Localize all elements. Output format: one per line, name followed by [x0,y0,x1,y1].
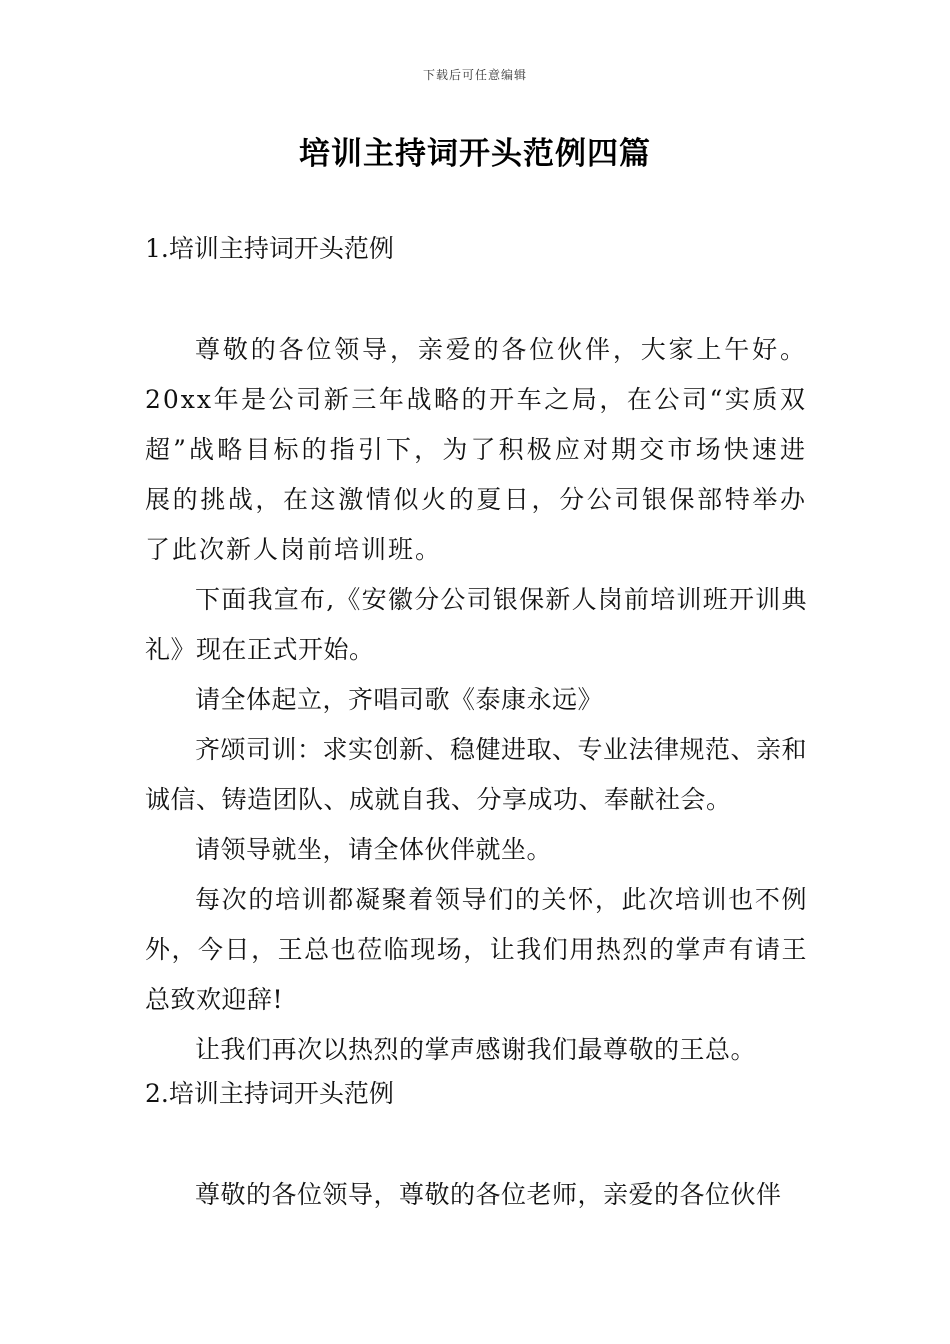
paragraph: 下面我宣布,《安徽分公司银保新人岗前培训班开训典礼》现在正式开始。 [145,585,807,664]
paragraph: 请全体起立，齐唱司歌《泰康永远》 [195,685,604,714]
header-note: 下载后可任意编辑 [422,68,527,82]
page-title: 培训主持词开头范例四篇 [299,136,651,172]
paragraph: 每次的培训都凝聚着领导们的关怀，此次培训也不例外，今日，王总也莅临现场，让我们用热烈的掌声有请王总致欢迎辞! [145,885,807,1014]
section-body-1 [145,325,807,1075]
section-heading-2: 2.培训主持词开头范例 [145,1079,394,1108]
paragraph: 让我们再次以热烈的掌声感谢我们最尊敬的王总。 [195,1035,757,1064]
paragraph: 尊敬的各位领导，尊敬的各位老师，亲爱的各位伙伴 [195,1180,782,1209]
paragraph: 请领导就坐，请全体伙伴就坐。 [195,835,553,864]
section-body-2 [145,1170,807,1220]
paragraph: 尊敬的各位领导，亲爱的各位伙伴，大家上午好。20xx年是公司新三年战略的开车之局，在公司“实质双超”战略目标的指引下，为了积极应对期交市场快速进展的挑战，在这激情似火的夏日，分公司银保部特举办了此次新人岗前培训班。 [145,335,807,564]
paragraph: 齐颂司训：求实创新、稳健进取、专业法律规范、亲和诚信、铸造团队、成就自我、分享成功、奉献社会。 [145,735,808,814]
section-heading-1: 1.培训主持词开头范例 [145,234,394,263]
